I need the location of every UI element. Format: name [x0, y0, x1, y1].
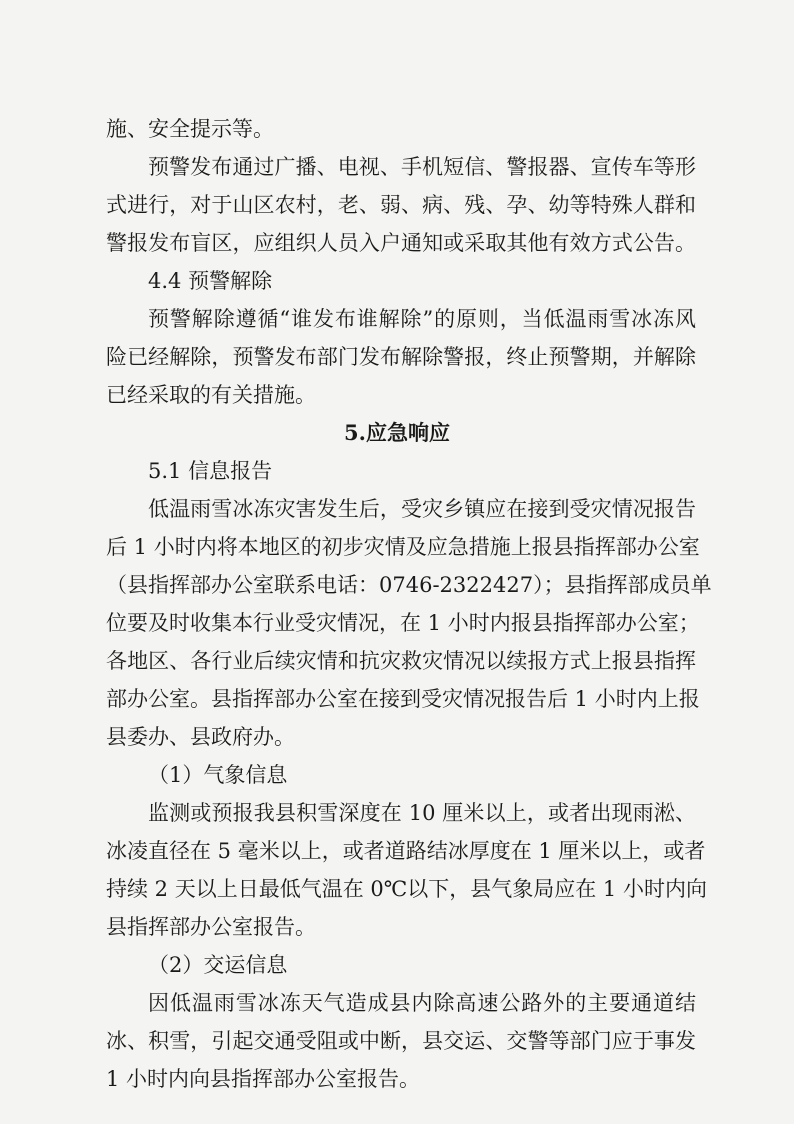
text-line: 各地区、各行业后续灾情和抗灾救灾情况以续报方式上报县指挥	[106, 649, 696, 673]
text-line: 冰凌直径在 5 毫米以上，或者道路结冰厚度在 1 厘米以上，或者	[106, 839, 706, 863]
section-heading: 5.1 信息报告	[148, 459, 273, 483]
text-line: 县指挥部办公室报告。	[106, 915, 316, 939]
text-line: 1 小时内向县指挥部办公室报告。	[106, 1067, 421, 1091]
text-line: 后 1 小时内将本地区的初步灾情及应急措施上报县指挥部办公室	[106, 535, 700, 559]
text-line: 监测或预报我县积雪深度在 10 厘米以上，或者出现雨淞、	[148, 801, 696, 825]
text-line: 已经采取的有关措施。	[106, 383, 316, 407]
text-line: 险已经解除，预警发布部门发布解除警报，终止预警期，并解除	[106, 345, 696, 369]
text-line: 式进行，对于山区农村，老、弱、病、残、孕、幼等特殊人群和	[106, 193, 696, 217]
section-heading: 4.4 预警解除	[148, 269, 273, 293]
text-line: 警报发布盲区，应组织人员入户通知或采取其他有效方式公告。	[106, 231, 696, 255]
text-line: 预警发布通过广播、电视、手机短信、警报器、宣传车等形	[148, 155, 696, 179]
text-line: 因低温雨雪冰冻天气造成县内除高速公路外的主要通道结	[148, 991, 696, 1015]
text-line: 冰、积雪，引起交通受阻或中断，县交运、交警等部门应于事发	[106, 1029, 696, 1053]
text-line: 低温雨雪冰冻灾害发生后，受灾乡镇应在接到受灾情况报告	[148, 497, 696, 521]
chapter-heading: 5.应急响应	[344, 420, 450, 445]
subsection-heading: （2）交运信息	[148, 953, 288, 977]
text-line: 县委办、县政府办。	[106, 725, 295, 749]
text-line: 位要及时收集本行业受灾情况，在 1 小时内报县指挥部办公室；	[106, 611, 700, 635]
subsection-heading: （1）气象信息	[148, 763, 288, 787]
text-line: 预警解除遵循“谁发布谁解除”的原则，当低温雨雪冰冻风	[148, 307, 696, 331]
text-line: 持续 2 天以上日最低气温在 0℃以下，县气象局应在 1 小时内向	[106, 877, 707, 901]
text-line: （县指挥部办公室联系电话：0746-2322427）；县指挥部成员单	[106, 573, 712, 597]
text-line: 施、安全提示等。	[106, 117, 274, 141]
text-line: 部办公室。县指挥部办公室在接到受灾情况报告后 1 小时内上报	[106, 687, 700, 711]
